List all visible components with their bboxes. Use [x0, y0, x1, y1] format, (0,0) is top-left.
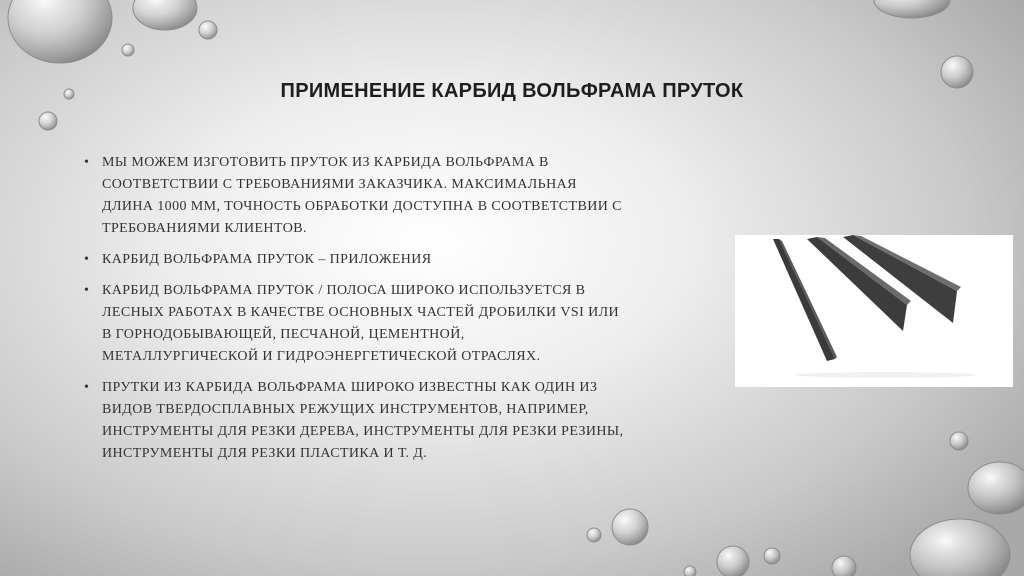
- bullet-item: [84, 280, 624, 368]
- bullet-dot-icon: •: [84, 380, 90, 395]
- bullet-dot-icon: •: [84, 283, 90, 298]
- bullet-list: [84, 152, 624, 474]
- bullet-dot-icon: •: [84, 155, 90, 170]
- bullet-dot-icon: •: [84, 252, 90, 267]
- bullet-item: [84, 152, 624, 240]
- bullet-text: КАРБИД ВОЛЬФРАМА ПРУТОК – ПРИЛОЖЕНИЯ: [102, 252, 432, 267]
- carbide-strips-illustration: [735, 235, 1013, 387]
- bullet-text: МЫ МОЖЕМ ИЗГОТОВИТЬ ПРУТОК ИЗ КАРБИДА ВОЛЬФРАМА В СООТВЕТСТВИИ С ТРЕБОВАНИЯМИ ЗАКАЗЧИКА. МАКСИМАЛЬНАЯ ДЛИНА 1000 ММ, ТОЧНОСТЬ ОБРАБОТКИ ДОСТУПНА В СООТВЕТСТВИИ С ТРЕБОВАНИЯМИ КЛИЕНТОВ.: [102, 155, 622, 236]
- top-left-droplets: [8, 0, 217, 130]
- tungsten-carbide-strips-photo: [735, 235, 1013, 387]
- bullet-item: [84, 377, 624, 465]
- bullet-text: ПРУТКИ ИЗ КАРБИДА ВОЛЬФРАМА ШИРОКО ИЗВЕСТНЫ КАК ОДИН ИЗ ВИДОВ ТВЕРДОСПЛАВНЫХ РЕЖУЩИХ ИНСТРУМЕНТОВ, НАПРИМЕР, ИНСТРУМЕНТЫ ДЛЯ РЕЗКИ ДЕРЕВА, ИНСТРУМЕНТЫ ДЛЯ РЕЗКИ РЕЗИНЫ, ИНСТРУМЕНТЫ ДЛЯ РЕЗКИ ПЛАСТИКА И Т. Д.: [102, 380, 624, 461]
- bullet-item: [84, 249, 624, 271]
- slide-title: ПРИМЕНЕНИЕ КАРБИД ВОЛЬФРАМА ПРУТОК: [280, 80, 744, 102]
- bottom-right-droplets: [587, 432, 1024, 576]
- bullet-text: КАРБИД ВОЛЬФРАМА ПРУТОК / ПОЛОСА ШИРОКО ИСПОЛЬЗУЕТСЯ В ЛЕСНЫХ РАБОТАХ В КАЧЕСТВЕ ОСНОВНЫХ ЧАСТЕЙ ДРОБИЛКИ VSI ИЛИ В ГОРНОДОБЫВАЮЩЕЙ, ПЕСЧАНОЙ, ЦЕМЕНТНОЙ, МЕТАЛЛУРГИЧЕСКОЙ И ГИДРОЭНЕРГЕТИЧЕСКОЙ ОТРАСЛЯХ.: [102, 283, 619, 364]
- top-right-droplets: [874, 0, 973, 88]
